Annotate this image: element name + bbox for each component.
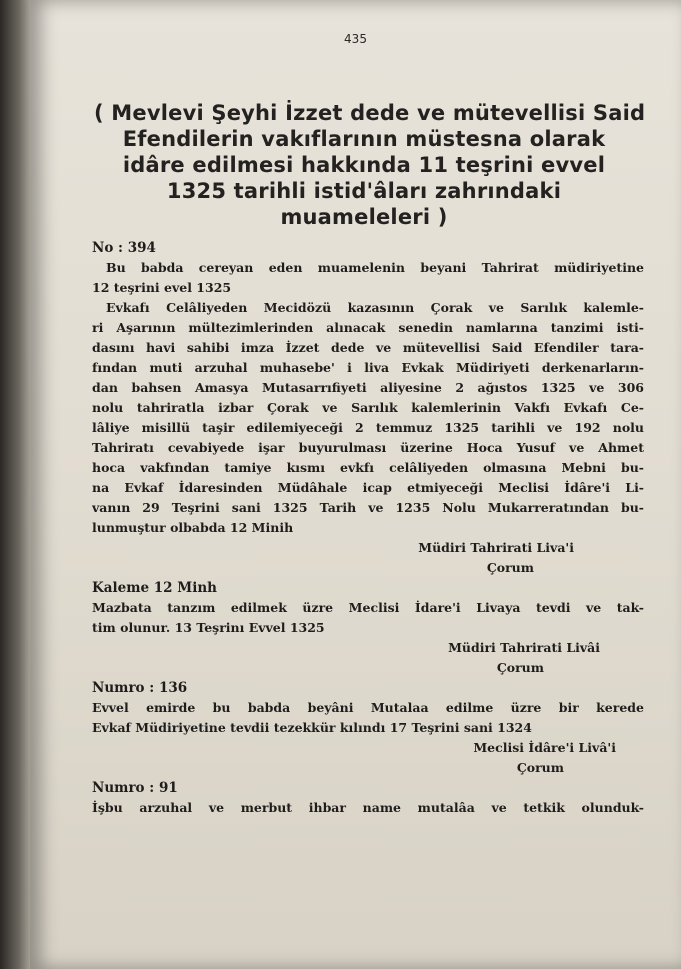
signature-title: Müdiri Tahrirati Livâi <box>448 640 600 655</box>
document-heading <box>94 100 646 230</box>
text-line: Bu babda cereyan eden muamelenin beyani Tahrirat müdiriyetine <box>106 260 644 275</box>
document-body <box>92 238 644 818</box>
signature-place: Çorum <box>496 660 544 675</box>
text-line: lunmuştur olbabda 12 Minih <box>92 520 294 535</box>
text-line: İşbu arzuhal ve merbut ihbar name mutalâa ve tetkik olunduk- <box>92 800 644 815</box>
signature-place: Çorum <box>516 760 564 775</box>
heading-line: idâre edilmesi hakkında 11 teşrini evvel <box>122 153 606 177</box>
book-gutter <box>0 0 34 969</box>
text-line: na Evkaf İdaresinden Müdâhale icap etmiyeceği Meclisi İdâre'i Li- <box>92 480 644 495</box>
text-line: Evkafı Celâliyeden Mecidözü kazasının Çorak ve Sarılık kalemle- <box>106 300 644 315</box>
text-line: nolu tahriratla izbar Çorak ve Sarılık kalemlerinin Vakfı Evkafı Ce- <box>92 400 644 415</box>
heading-line: ( Mevlevi Şeyhi İzzet dede ve mütevellisi Said <box>94 101 646 125</box>
text-line: Mazbata tanzım edilmek üzre Meclisi İdare'i Livaya tevdi ve tak- <box>92 600 644 615</box>
text-line: dasını havi sahibi imza İzzet dede ve mütevellisi Said Efendiler tara- <box>92 340 644 355</box>
record-number: Numro : 91 <box>92 780 178 796</box>
heading-line: muameleleri ) <box>280 205 448 229</box>
text-line: dan bahsen Amasya Mutasarrıfiyeti aliyesine 2 ağıstos 1325 ve 306 <box>92 380 644 395</box>
text-line: Evvel emirde bu babda beyâni Mutalaa edilme üzre bir kerede <box>92 700 644 715</box>
signature-title: Müdiri Tahrirati Liva'i <box>418 540 574 555</box>
text-line: Tahriratı cevabiyede işar buyurulması üzerine Hoca Yusuf ve Ahmet <box>92 440 644 455</box>
signature-title: Meclisi İdâre'i Livâ'i <box>473 740 616 755</box>
text-line: tim olunur. 13 Teşrinı Evvel 1325 <box>92 620 325 635</box>
text-line: lâliye misillü taşir edilemiyeceği 2 temmuz 1325 tarihli ve 192 nolu <box>92 420 644 435</box>
record-number: No : 394 <box>92 240 156 256</box>
text-line: 12 teşrini evel 1325 <box>92 280 232 295</box>
kaleme-line: Kaleme 12 Minh <box>92 580 217 596</box>
signature-place: Çorum <box>486 560 534 575</box>
text-line: hoca vakfından tamiye kısmı evkfı celâliyeden olmasına Mebni bu- <box>92 460 644 475</box>
book-page <box>30 0 681 969</box>
text-line: fından muti arzuhal muhasebe' i liva Evkak Müdiriyeti derkenarların- <box>92 360 644 375</box>
heading-line: 1325 tarihli istid'âları zahrındaki <box>166 179 562 203</box>
text-line: vanın 29 Teşrini sani 1325 Tarih ve 1235 Nolu Mukarreratından bu- <box>92 500 644 515</box>
text-line: Evkaf Müdiriyetine tevdii tezekkür kılındı 17 Teşrini sani 1324 <box>92 720 532 735</box>
text-line: ri Aşarının mültezimlerinden alınacak senedin namlarına tanzimi isti- <box>92 320 644 335</box>
heading-line: Efendilerin vakıflarının müstesna olarak <box>122 127 606 151</box>
record-number: Numro : 136 <box>92 680 188 696</box>
page-number: 435 <box>344 32 367 46</box>
